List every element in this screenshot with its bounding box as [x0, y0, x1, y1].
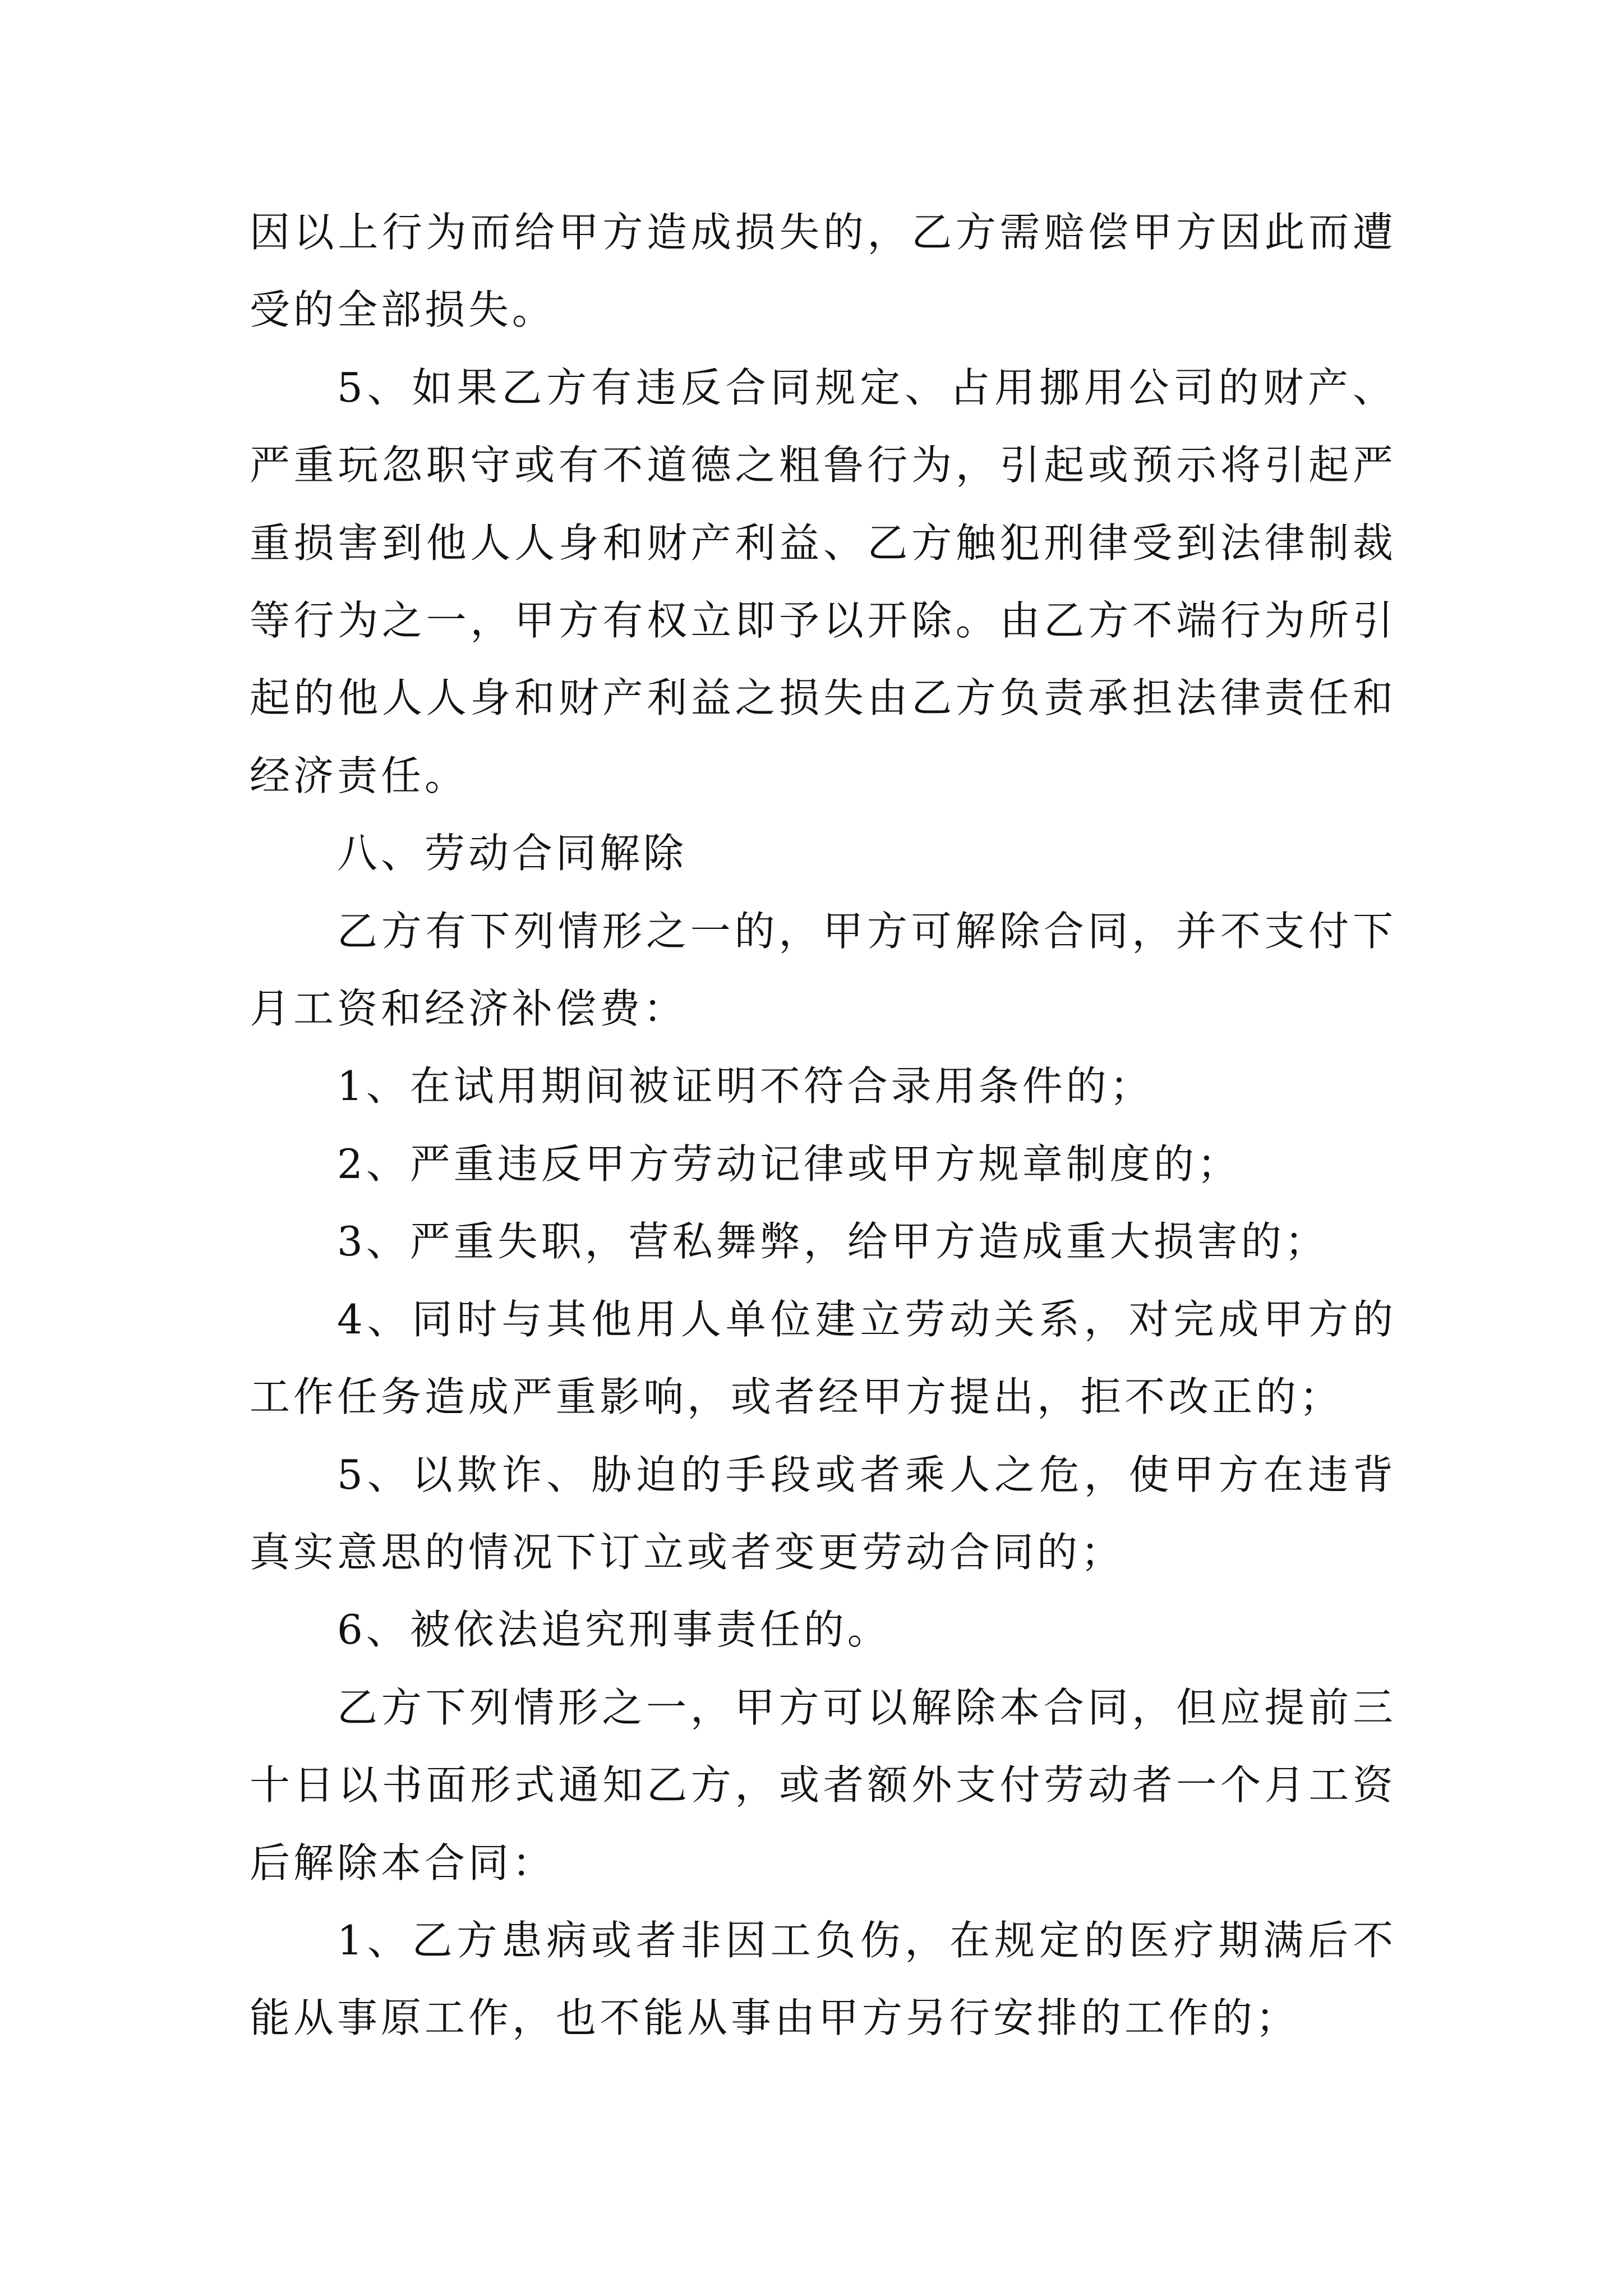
paragraph-continuation: 因以上行为而给甲方造成损失的，乙方需赔偿甲方因此而遭受的全部损失。 [250, 209, 1396, 334]
list-item: 1、乙方患病或者非因工负伤，在规定的医疗期满后不能从事原工作，也不能从事由甲方另行安排的工作的； [250, 1916, 1396, 2042]
section-heading-contract-termination: 八、劳动合同解除 [337, 830, 688, 877]
list-item: 5、以欺诈、胁迫的手段或者乘人之危，使甲方在违背真实意思的情况下订立或者变更劳动合同的； [250, 1451, 1396, 1576]
paragraph-clause-5: 5、如果乙方有违反合同规定、占用挪用公司的财产、严重玩忽职守或有不道德之粗鲁行为，引起或预示将引起严重损害到他人人身和财产利益、乙方触犯刑律受到法律制裁等行为之一，甲方有权立即予以开除。由乙方不端行为所引起的他人人身和财产利益之损失由乙方负责承担法律责任和经济责任。 [250, 364, 1396, 799]
list-item: 3、严重失职，营私舞弊，给甲方造成重大损害的； [337, 1218, 1329, 1266]
list-item: 4、同时与其他用人单位建立劳动关系，对完成甲方的工作任务造成严重影响，或者经甲方提出，拒不改正的； [250, 1295, 1396, 1421]
document-body [250, 194, 1396, 2057]
paragraph-notice-termination-intro: 乙方下列情形之一，甲方可以解除本合同，但应提前三十日以书面形式通知乙方，或者额外支付劳动者一个月工资后解除本合同： [250, 1683, 1396, 1887]
list-item: 2、严重违反甲方劳动记律或甲方规章制度的； [337, 1140, 1241, 1188]
list-item: 6、被依法追究刑事责任的。 [337, 1606, 891, 1654]
paragraph-termination-intro: 乙方有下列情形之一的，甲方可解除合同，并不支付下月工资和经济补偿费： [250, 907, 1396, 1033]
list-item: 1、在试用期间被证明不符合录用条件的； [337, 1062, 1154, 1110]
